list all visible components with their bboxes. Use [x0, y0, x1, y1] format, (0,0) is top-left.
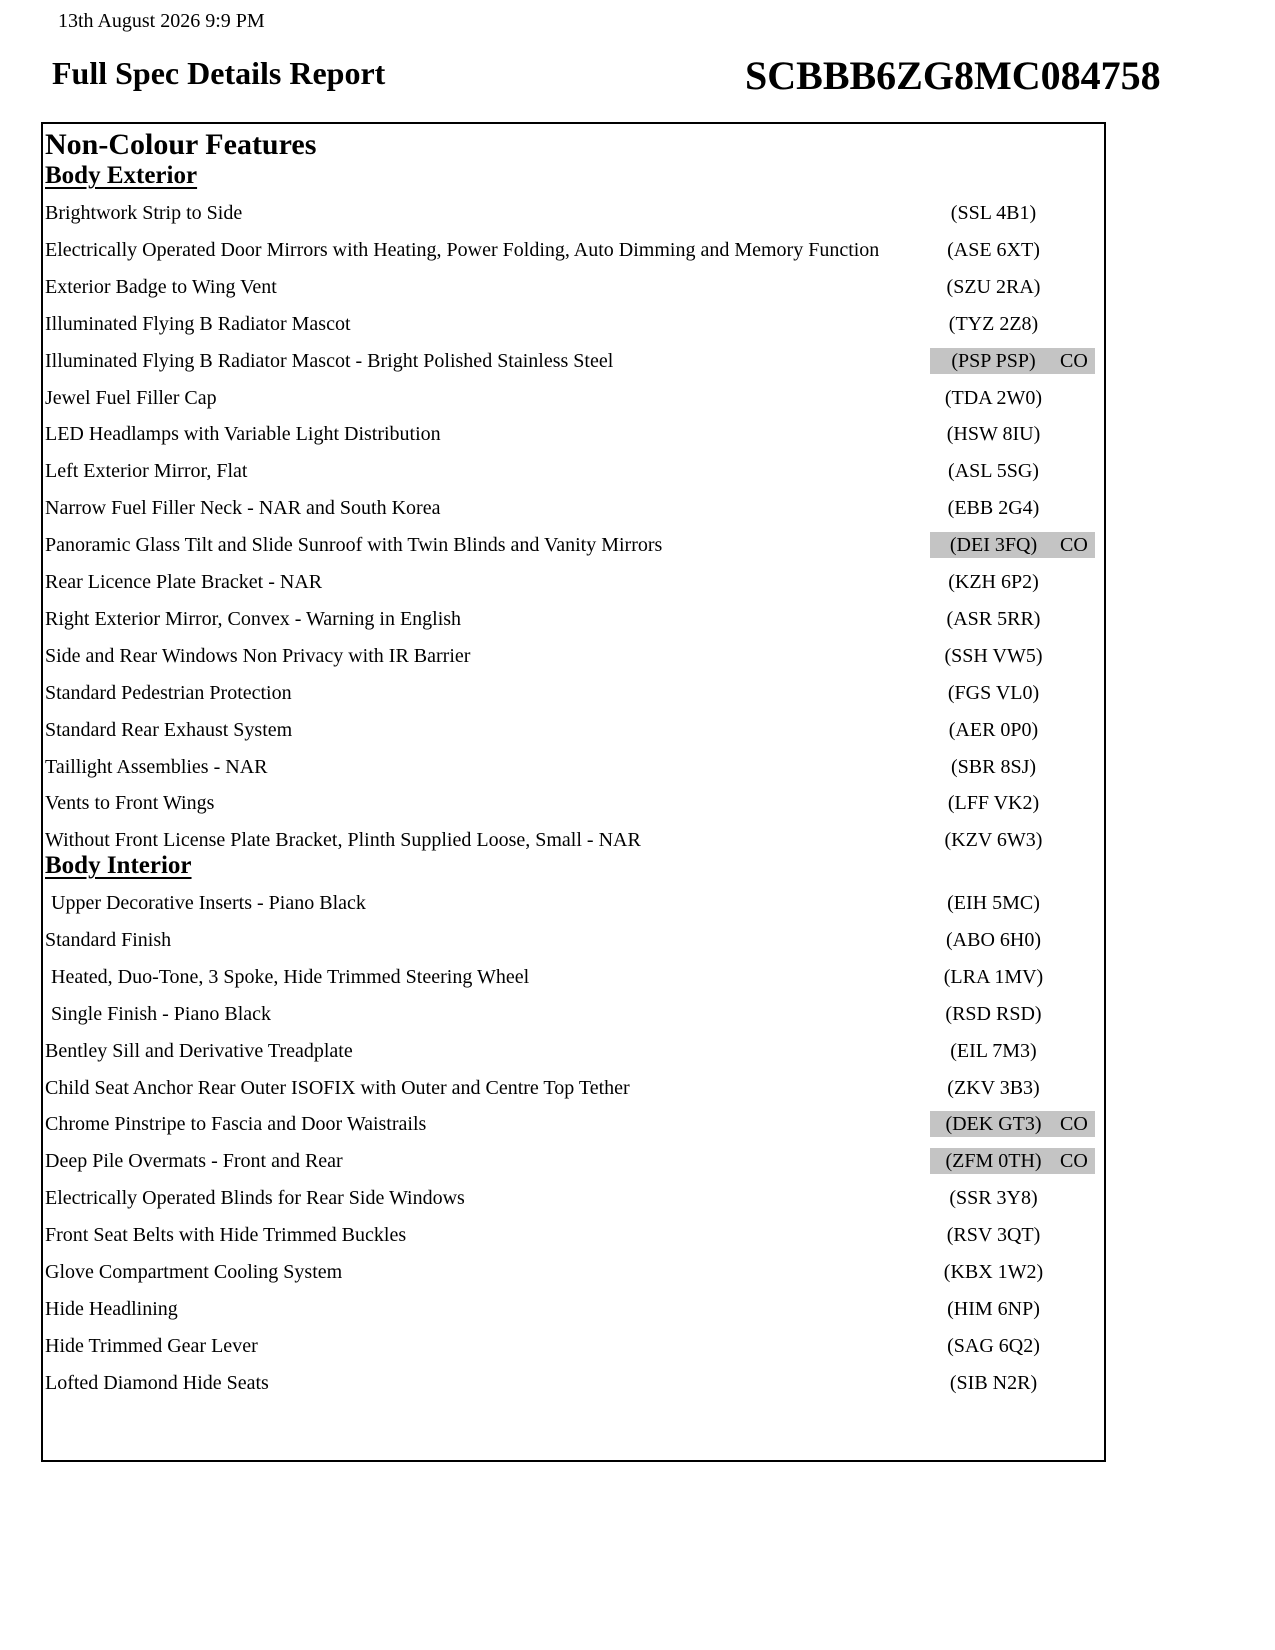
feature-code: (SAG 6Q2)	[947, 1334, 1040, 1357]
features-heading: Non-Colour Features	[45, 128, 317, 161]
feature-label: Right Exterior Mirror, Convex - Warning in English	[45, 607, 462, 630]
feature-label: Brightwork Strip to Side	[45, 202, 243, 224]
feature-row	[45, 925, 1095, 961]
feature-label: LED Headlamps with Variable Light Distribution	[45, 423, 441, 446]
feature-code-cell	[930, 311, 1095, 337]
feature-row	[45, 419, 1095, 455]
feature-label: Without Front License Plate Bracket, Plinth Supplied Loose, Small - NAR	[45, 829, 641, 852]
feature-code: (SSR 3Y8)	[949, 1187, 1038, 1210]
feature-row	[45, 198, 1095, 234]
feature-code: (ABO 6H0)	[946, 928, 1041, 951]
feature-row	[45, 999, 1095, 1035]
feature-tag: CO	[1060, 349, 1088, 372]
feature-row	[45, 1036, 1095, 1072]
feature-code: (ASR 5RR)	[946, 607, 1041, 630]
feature-row	[45, 567, 1095, 603]
feature-row	[45, 383, 1095, 419]
feature-code-cell	[930, 1370, 1095, 1396]
feature-row	[45, 641, 1095, 677]
feature-code: (RSD RSD)	[945, 1002, 1042, 1025]
feature-code: (AER 0P0)	[948, 718, 1039, 741]
feature-label: Hide Headlining	[45, 1297, 178, 1320]
feature-code: (PSP PSP)	[951, 349, 1036, 372]
feature-code-cell	[930, 606, 1095, 632]
feature-row	[45, 678, 1095, 714]
feature-code: (KBX 1W2)	[943, 1261, 1044, 1283]
feature-code-cell	[930, 717, 1095, 743]
feature-code-cell	[930, 1296, 1095, 1322]
feature-label: Glove Compartment Cooling System	[45, 1261, 343, 1283]
feature-code-cell	[930, 385, 1095, 411]
feature-code-cell	[930, 1259, 1095, 1285]
feature-row	[45, 235, 1095, 271]
feature-code-cell	[930, 274, 1095, 300]
feature-code: (EIH 5MC)	[947, 892, 1040, 914]
feature-row	[45, 1220, 1095, 1256]
feature-code: (SBR 8SJ)	[950, 755, 1037, 778]
feature-code: (TYZ 2Z8)	[948, 312, 1039, 335]
feature-label: Standard Rear Exhaust System	[45, 718, 293, 741]
feature-code-cell	[930, 827, 1095, 853]
feature-row	[45, 1146, 1095, 1182]
feature-label: Chrome Pinstripe to Fascia and Door Waistrails	[45, 1113, 427, 1136]
feature-label: Deep Pile Overmats - Front and Rear	[45, 1150, 343, 1173]
feature-code-cell	[930, 1001, 1095, 1027]
feature-code: (FGS VL0)	[947, 681, 1040, 704]
feature-row	[45, 962, 1095, 998]
feature-row	[45, 1257, 1095, 1293]
feature-label: Lofted Diamond Hide Seats	[45, 1371, 269, 1394]
feature-code: (SIB N2R)	[949, 1371, 1038, 1394]
feature-row	[45, 788, 1095, 824]
feature-row	[45, 1331, 1095, 1367]
feature-code: (HIM 6NP)	[947, 1297, 1040, 1320]
feature-label: Electrically Operated Blinds for Rear Side Windows	[45, 1187, 465, 1210]
section-title: Body Interior	[45, 852, 192, 879]
feature-code-cell	[930, 237, 1095, 263]
feature-label: Exterior Badge to Wing Vent	[45, 275, 277, 298]
feature-label: Vents to Front Wings	[45, 792, 215, 815]
feature-row	[45, 493, 1095, 529]
feature-label: Heated, Duo-Tone, 3 Spoke, Hide Trimmed Steering Wheel	[51, 965, 530, 988]
feature-code-cell	[930, 569, 1095, 595]
feature-label: Panoramic Glass Tilt and Slide Sunroof with Twin Blinds and Vanity Mirrors	[45, 534, 663, 557]
feature-row	[45, 530, 1095, 566]
feature-code: (ASL 5SG)	[948, 460, 1039, 483]
feature-code-cell	[930, 458, 1095, 484]
feature-code-cell	[930, 1111, 1095, 1137]
feature-code: (RSV 3QT)	[946, 1224, 1041, 1247]
feature-code: (DEK GT3)	[945, 1113, 1042, 1136]
feature-row	[45, 1073, 1095, 1109]
feature-code-cell	[930, 532, 1095, 558]
feature-code-cell	[930, 890, 1095, 916]
feature-code-cell	[930, 1148, 1095, 1174]
feature-code: (EBB 2G4)	[947, 497, 1040, 520]
feature-label: Single Finish - Piano Black	[51, 1002, 271, 1025]
feature-code: (ZFM 0TH)	[945, 1150, 1042, 1173]
feature-label: Illuminated Flying B Radiator Mascot - Bright Polished Stainless Steel	[45, 349, 614, 372]
feature-label: Narrow Fuel Filler Neck - NAR and South Korea	[45, 497, 441, 520]
feature-label: Rear Licence Plate Bracket - NAR	[45, 571, 323, 593]
feature-row	[45, 715, 1095, 751]
feature-label: Hide Trimmed Gear Lever	[45, 1334, 258, 1357]
feature-row	[45, 309, 1095, 345]
feature-row	[45, 272, 1095, 308]
vin-number: SCBBB6ZG8MC084758	[745, 53, 1161, 98]
feature-row	[45, 1368, 1095, 1404]
feature-label: Illuminated Flying B Radiator Mascot	[45, 312, 351, 335]
feature-code-cell	[930, 790, 1095, 816]
feature-label: Child Seat Anchor Rear Outer ISOFIX with Outer and Centre Top Tether	[45, 1076, 630, 1099]
feature-row	[45, 456, 1095, 492]
feature-label: Electrically Operated Door Mirrors with Heating, Power Folding, Auto Dimming and Memory Function	[45, 238, 880, 261]
feature-code: (EIL 7M3)	[950, 1039, 1037, 1062]
feature-code-cell	[930, 1075, 1095, 1101]
feature-code: (ZKV 3B3)	[947, 1076, 1040, 1099]
feature-tag: CO	[1060, 1150, 1088, 1173]
feature-label: Upper Decorative Inserts - Piano Black	[51, 892, 366, 914]
feature-code-cell	[930, 964, 1095, 990]
feature-code-cell	[930, 200, 1095, 226]
feature-code-cell	[930, 1333, 1095, 1359]
feature-label: Front Seat Belts with Hide Trimmed Buckles	[45, 1224, 407, 1247]
feature-label: Bentley Sill and Derivative Treadplate	[45, 1039, 353, 1062]
report-title: Full Spec Details Report	[52, 55, 386, 91]
feature-tag: CO	[1060, 534, 1088, 557]
feature-row	[45, 604, 1095, 640]
feature-code-cell	[930, 680, 1095, 706]
feature-code-cell	[930, 754, 1095, 780]
feature-code-cell	[930, 643, 1095, 669]
feature-row	[45, 1294, 1095, 1330]
feature-code: (HSW 8IU)	[946, 423, 1041, 446]
feature-row	[45, 1109, 1095, 1145]
feature-row	[45, 1183, 1095, 1219]
feature-code: (LFF VK2)	[947, 792, 1040, 815]
feature-label: Standard Pedestrian Protection	[45, 681, 292, 704]
feature-code: (DEI 3FQ)	[949, 534, 1038, 557]
feature-code: (SSL 4B1)	[950, 202, 1037, 224]
feature-code-cell	[930, 1222, 1095, 1248]
feature-code: (SSH VW5)	[944, 644, 1043, 667]
feature-label: Side and Rear Windows Non Privacy with IR Barrier	[45, 644, 471, 667]
feature-code-cell	[930, 495, 1095, 521]
feature-code: (KZH 6P2)	[948, 571, 1039, 593]
feature-row	[45, 346, 1095, 382]
report-timestamp: 13th August 2026 9:9 PM	[58, 10, 265, 32]
feature-label: Standard Finish	[45, 928, 172, 951]
feature-code: (SZU 2RA)	[946, 275, 1041, 298]
feature-code: (TDA 2W0)	[944, 386, 1043, 409]
feature-code-cell	[930, 421, 1095, 447]
feature-row	[45, 752, 1095, 788]
feature-label: Jewel Fuel Filler Cap	[45, 386, 217, 409]
section-title: Body Exterior	[45, 162, 198, 189]
feature-row	[45, 825, 1095, 861]
feature-code: (KZV 6W3)	[944, 829, 1043, 852]
feature-row	[45, 888, 1095, 924]
feature-code: (LRA 1MV)	[943, 965, 1044, 988]
feature-code-cell	[930, 927, 1095, 953]
feature-label: Taillight Assemblies - NAR	[45, 755, 268, 778]
feature-code: (ASE 6XT)	[947, 238, 1040, 261]
feature-code-cell	[930, 1038, 1095, 1064]
feature-tag: CO	[1060, 1113, 1088, 1136]
feature-code-cell	[930, 1185, 1095, 1211]
feature-label: Left Exterior Mirror, Flat	[45, 460, 248, 483]
feature-code-cell	[930, 348, 1095, 374]
features-box	[41, 122, 1106, 1462]
